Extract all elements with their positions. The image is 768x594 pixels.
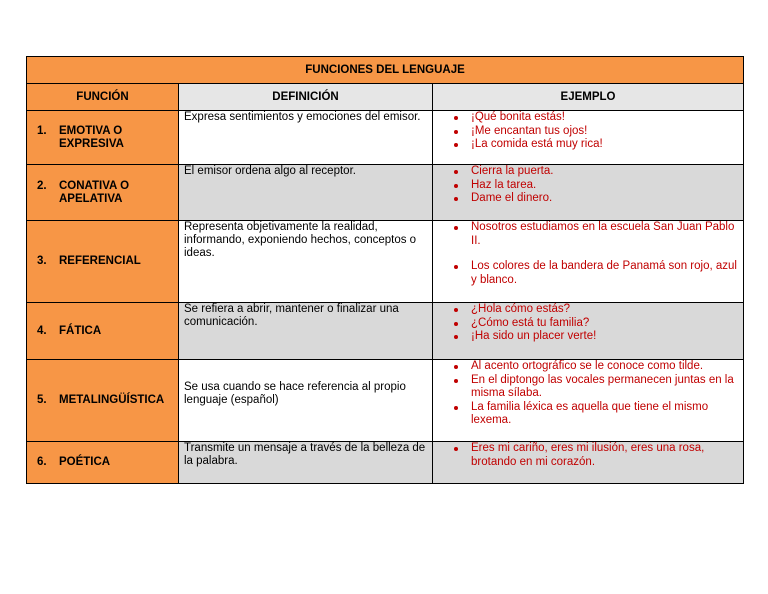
funciones-table — [26, 56, 744, 484]
example-item: Eres mi cariño, eres mi ilusión, eres una rosa, brotando en mi corazón. — [433, 442, 737, 469]
example-cell — [433, 221, 744, 303]
table-row — [27, 303, 744, 360]
example-item: Al acento ortográfico se le conoce como tilde. — [433, 360, 737, 374]
example-cell — [433, 111, 744, 165]
example-item: Cierra la puerta. — [433, 165, 737, 179]
table-row — [27, 111, 744, 165]
function-number: 4. — [37, 324, 47, 337]
table-row — [27, 165, 744, 221]
function-number: 5. — [37, 394, 47, 406]
example-item: La familia léxica es aquella que tiene el mismo lexema. — [433, 401, 737, 428]
table-row — [27, 221, 744, 303]
table-row — [27, 360, 744, 442]
function-name — [59, 180, 129, 206]
definition-text: Se usa cuando se hace referencia al propio lenguaje (español) — [184, 380, 406, 406]
function-name: METALINGÜÍSTICA — [59, 394, 165, 406]
definition-cell: Representa objetivamente la realidad, informando, exponiendo hechos, conceptos o ideas. — [179, 221, 433, 303]
example-item: Dame el dinero. — [433, 192, 737, 206]
example-item: ¡Qué bonita estás! — [433, 111, 737, 125]
header-funcion: FUNCIÓN — [27, 84, 179, 111]
definition-cell: Transmite un mensaje a través de la belleza de la palabra. — [179, 442, 433, 484]
table-row — [27, 442, 744, 484]
title-row — [27, 57, 744, 84]
function-name-line: EMOTIVA O — [59, 124, 123, 137]
function-cell — [27, 442, 179, 484]
example-cell — [433, 165, 744, 221]
definition-cell: Se refiera a abrir, mantener o finalizar una comunicación. — [179, 303, 433, 360]
example-item: En el diptongo las vocales permanecen juntas en la misma sílaba. — [433, 374, 737, 401]
function-name: REFERENCIAL — [59, 255, 141, 267]
function-name: FÁTICA — [59, 324, 102, 337]
example-item: Nosotros estudiamos en la escuela San Juan Pablo II. — [433, 221, 737, 248]
example-item: ¡Me encantan tus ojos! — [433, 125, 737, 139]
function-name-line: APELATIVA — [59, 192, 123, 205]
function-number: 2. — [37, 179, 47, 192]
example-cell — [433, 360, 744, 442]
example-item: Haz la tarea. — [433, 179, 737, 193]
example-item: ¡La comida está muy rica! — [433, 138, 737, 152]
function-cell — [27, 165, 179, 221]
function-number: 3. — [37, 255, 47, 267]
header-row — [27, 84, 744, 111]
function-name — [59, 125, 124, 151]
function-cell — [27, 221, 179, 303]
example-item: Los colores de la bandera de Panamá son rojo, azul y blanco. — [433, 260, 737, 287]
definition-cell: El emisor ordena algo al receptor. — [179, 165, 433, 221]
function-cell — [27, 360, 179, 442]
example-cell — [433, 442, 744, 484]
function-number: 6. — [37, 456, 47, 468]
example-cell — [433, 303, 744, 360]
definition-cell — [179, 360, 433, 442]
header-definicion: DEFINICIÓN — [179, 84, 433, 111]
function-number: 1. — [37, 124, 47, 137]
example-item: ¿Hola cómo estás? — [433, 303, 737, 317]
function-name: POÉTICA — [59, 456, 111, 468]
function-name-line: CONATIVA O — [59, 179, 130, 192]
function-cell — [27, 303, 179, 360]
function-name-line: EXPRESIVA — [59, 137, 124, 150]
definition-cell: Expresa sentimientos y emociones del emisor. — [179, 111, 433, 165]
example-item: ¿Cómo está tu familia? — [433, 317, 737, 331]
table-title: FUNCIONES DEL LENGUAJE — [27, 57, 744, 84]
function-cell — [27, 111, 179, 165]
example-item: ¡Ha sido un placer verte! — [433, 330, 737, 344]
header-ejemplo: EJEMPLO — [433, 84, 744, 111]
